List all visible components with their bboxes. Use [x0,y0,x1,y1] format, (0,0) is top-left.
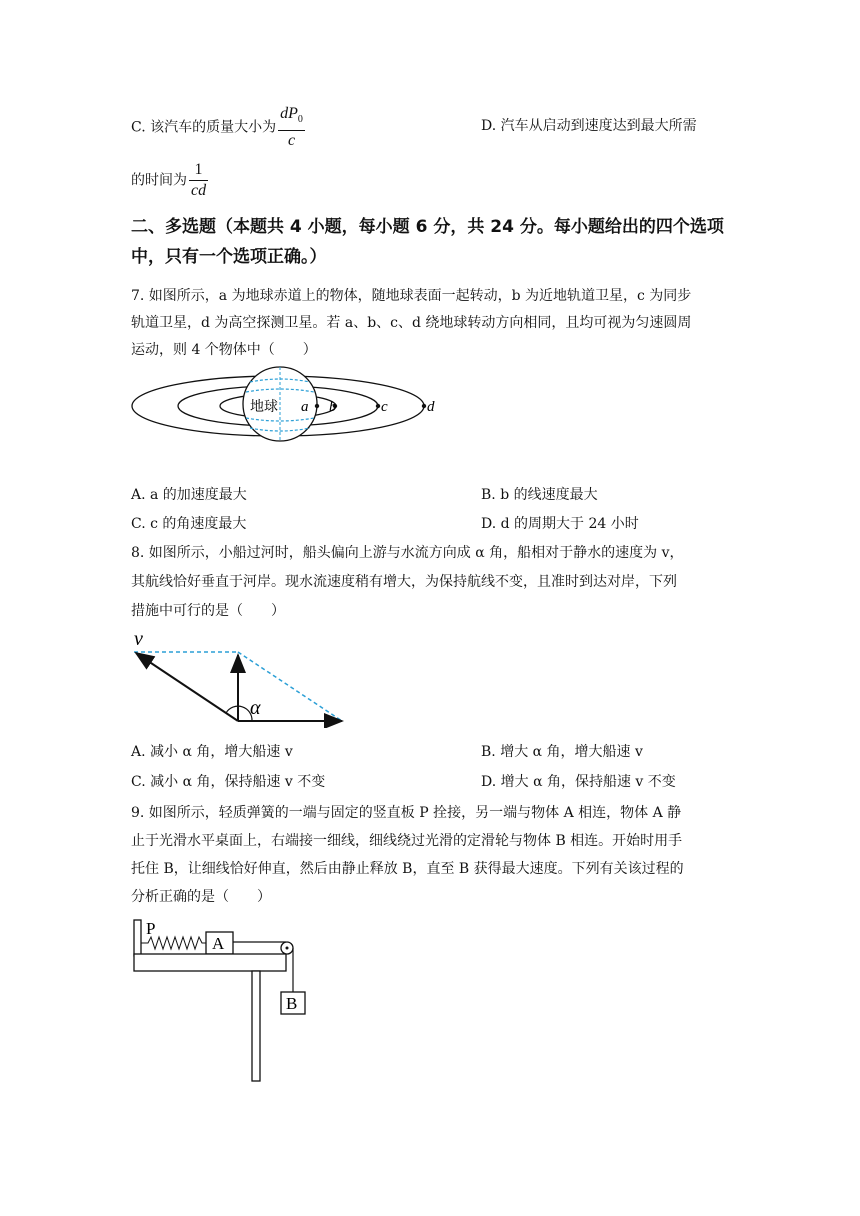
label-a: a [301,399,309,415]
spring [141,937,206,949]
q7-orbit-figure [128,366,448,444]
q7-stem-line2: 轨道卫星，d 为高空探测卫星。若 a、b、c、d 绕地球转动方向相同，且均可视为匀速圆周 [131,315,692,331]
q9-stem-line3: 托住 B，让细线恰好伸直，然后由静止释放 B，直至 B 获得最大速度。下列有关该过程的 [131,861,684,877]
plate-p [134,920,141,956]
label-v: v [134,628,143,650]
q6-option-c-text: C. 该汽车的质量大小为 [131,119,277,136]
q9-stem-line1: 9. 如图所示，轻质弹簧的一端与固定的竖直板 P 拴接，另一端与物体 A 相连，物体 A 静 [131,805,682,821]
q7-stem-line3: 运动，则 4 个物体中（ ） [131,342,317,358]
q8-option-b[interactable]: B. 增大 α 角，增大船速 v [481,744,643,760]
angle-arc [226,706,252,721]
label-p: P [146,919,156,938]
label-alpha: α [250,697,261,719]
table-top [134,954,286,971]
q6-option-d[interactable] [481,114,697,138]
q7-option-c[interactable]: C. c 的角速度最大 [131,516,247,532]
q8-stem-line3: 措施中可行的是（ ） [131,603,285,619]
q8-stem-line2: 其航线恰好垂直于河岸。现水流速度稍有增大，为保持航线不变，且准时到达对岸，下列 [131,574,677,590]
label-b: b [329,399,337,415]
label-d: d [427,399,435,415]
q8-option-d[interactable]: D. 增大 α 角，保持船速 v 不变 [481,774,676,790]
q8-option-c[interactable]: C. 减小 α 角，保持船速 v 不变 [131,774,326,790]
label-c: c [381,399,388,415]
q7-option-d[interactable]: D. d 的周期大于 24 小时 [481,516,639,532]
q7-option-a[interactable]: A. a 的加速度最大 [131,487,247,503]
q9-stem-line4: 分析正确的是（ ） [131,889,271,905]
q6-option-c[interactable] [131,104,305,151]
q8-option-a[interactable]: A. 减小 α 角，增大船速 v [131,744,293,760]
q6-option-d-fraction: $\frac{1}{cd}$ [191,161,207,199]
q6-option-c-fraction: $\frac{dP_0}{c}$ [280,105,303,150]
section-heading-line2: 中，只有一个选项正确。） [131,247,327,267]
q6-option-d-text: D. 汽车从启动到速度达到最大所需 [481,118,697,134]
q7-option-b[interactable]: B. b 的线速度最大 [481,487,598,503]
q9-spring-figure [128,916,318,1086]
table-leg [252,971,260,1081]
boat-velocity-arrow [136,653,238,721]
q8-vector-figure [128,628,358,728]
q7-stem-line1: 7. 如图所示，a 为地球赤道上的物体，随地球表面一起转动，b 为近地轨道卫星，c 为同步 [131,288,692,304]
label-a: A [212,934,225,953]
q8-stem-line1: 8. 如图所示，小船过河时，船头偏向上游与水流方向成 α 角，船相对于静水的速度为 v， [131,545,684,561]
earth-label: 地球 [250,400,278,415]
section-heading-line1: 二、多选题（本题共 4 小题，每小题 6 分，共 24 分。每小题给出的四个选项 [131,217,724,237]
q6-option-d-continued: 的时间为 $\frac{1}{cd}$ [131,161,207,199]
q9-stem-line2: 止于光滑水平桌面上，右端接一细线，细线绕过光滑的定滑轮与物体 B 相连。开始时用手 [131,833,683,849]
label-b: B [286,994,298,1013]
